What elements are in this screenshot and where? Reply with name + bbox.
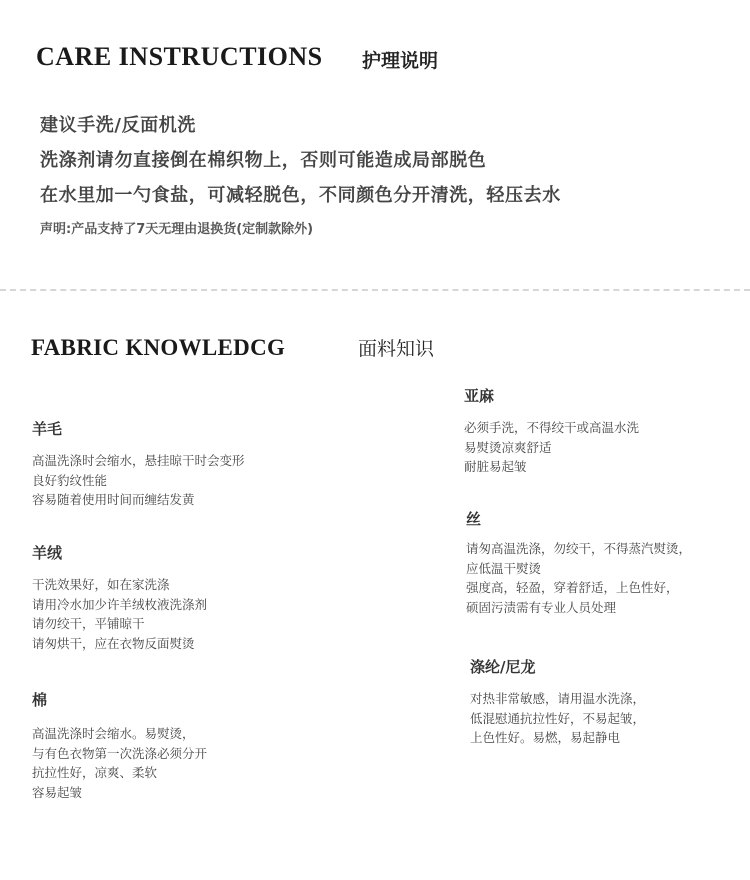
fabric-block-linen bbox=[464, 385, 639, 477]
fabric-line: 高温洗涤时会缩水。易熨烫， bbox=[32, 726, 195, 741]
care-instructions-title: CARE INSTRUCTIONS bbox=[36, 42, 323, 71]
fabric-line: 硕固污渍需有专业人员处理 bbox=[466, 599, 617, 615]
fabric-line: 易熨烫凉爽舒适 bbox=[464, 439, 552, 455]
fabric-name: 棉 bbox=[32, 691, 48, 709]
fabric-line: 良好豹纹性能 bbox=[32, 472, 108, 488]
fabric-block-polyester-nylon bbox=[470, 656, 645, 748]
section-divider bbox=[0, 289, 750, 291]
fabric-line: 与有色衣物第一次洗涤必须分开 bbox=[32, 745, 208, 761]
fabric-block-wool bbox=[32, 418, 245, 510]
return-policy-note: 声明:产品支持了7天无理由退换货(定制款除外) bbox=[40, 222, 314, 237]
fabric-line: 容易随着使用时间而缠结发黄 bbox=[32, 492, 195, 507]
fabric-line: 抗拉性好，凉爽、柔软 bbox=[32, 765, 158, 780]
fabric-line: 请匆高温洗涤，勿绞干，不得蒸汽熨烫， bbox=[466, 541, 692, 556]
fabric-name: 涤纶/尼龙 bbox=[470, 658, 536, 676]
fabric-line: 请勿绞干，平铺晾干 bbox=[32, 616, 145, 631]
care-line: 洗涤剂请勿直接倒在棉织物上，否则可能造成局部脱色 bbox=[40, 150, 487, 171]
fabric-name: 丝 bbox=[466, 510, 482, 528]
fabric-line: 耐脏易起皱 bbox=[464, 459, 527, 474]
care-instructions-title-cn: 护理说明 bbox=[362, 50, 439, 72]
fabric-line: 上色性好。易燃，易起静电 bbox=[470, 730, 621, 745]
care-instructions-list bbox=[40, 108, 561, 213]
fabric-line: 请匆烘干，应在衣物反面熨烫 bbox=[32, 635, 195, 651]
fabric-name: 羊毛 bbox=[32, 420, 63, 438]
fabric-line: 高温洗涤时会缩水，悬挂晾干时会变形 bbox=[32, 453, 245, 468]
care-line: 在水里加一勺食盐，可减轻脱色，不同颜色分开清洗，轻压去水 bbox=[40, 185, 561, 206]
fabric-line: 强度高，轻盈，穿着舒适，上色性好， bbox=[466, 580, 679, 595]
fabric-line: 干洗效果好，如在家洗涤 bbox=[32, 577, 170, 592]
fabric-line: 应低温干熨烫 bbox=[466, 560, 542, 576]
fabric-knowledge-title-cn: 面料知识 bbox=[358, 338, 435, 360]
fabric-line: 必须手洗，不得绞干或高温水洗 bbox=[464, 420, 640, 435]
fabric-block-silk bbox=[466, 508, 691, 617]
fabric-knowledge-title: FABRIC KNOWLEDCG bbox=[31, 335, 286, 360]
fabric-line: 低混慰通抗拉性好，不易起皱， bbox=[470, 710, 646, 726]
fabric-name: 亚麻 bbox=[464, 387, 495, 405]
fabric-line: 请用冷水加少许羊绒枚液洗涤剂 bbox=[32, 596, 208, 612]
fabric-line: 对热非常敏感，请用温水洗涤， bbox=[470, 691, 646, 706]
fabric-name: 羊绒 bbox=[32, 544, 63, 562]
care-line: 建议手洗/反面机洗 bbox=[40, 115, 196, 136]
fabric-block-cashmere bbox=[32, 542, 207, 653]
fabric-line: 容易起皱 bbox=[32, 784, 83, 800]
fabric-block-cotton bbox=[32, 689, 207, 802]
